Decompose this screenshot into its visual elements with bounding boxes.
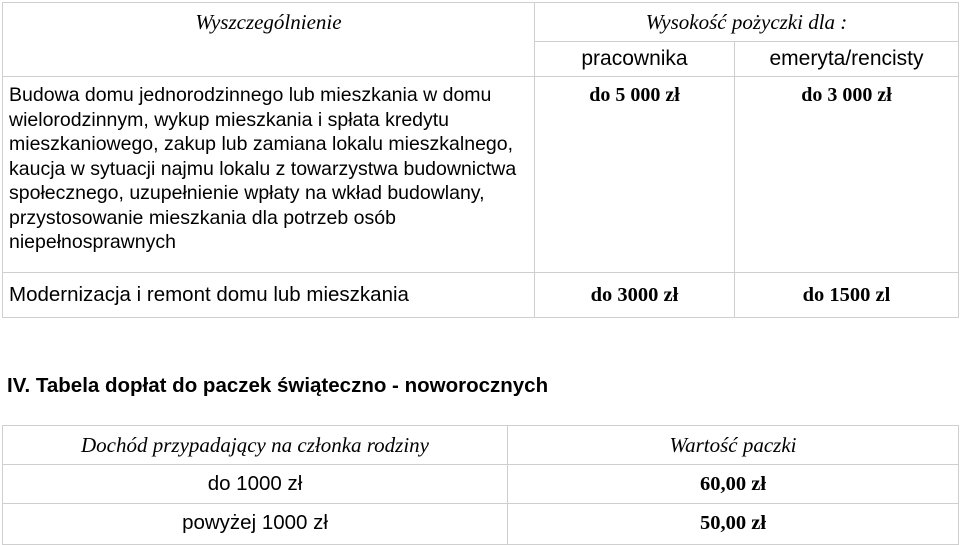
section-title: IV. Tabela dopłat do paczek świąteczno - noworocznych xyxy=(7,374,549,397)
col-retiree: emeryta/rencisty xyxy=(735,42,959,77)
header-amount: Wysokość pożyczki dla : xyxy=(535,3,959,42)
table-row xyxy=(3,465,959,504)
row-income: do 1000 zł xyxy=(3,465,508,504)
row-value: 60,00 zł xyxy=(508,465,959,504)
header-value: Wartość paczki xyxy=(508,426,959,465)
row-employee-amount: do 3000 zł xyxy=(535,273,735,318)
row-description: Budowa domu jednorodzinnego lub mieszkania w domu wielorodzinnym, wykup mieszkania i spłata kredytu mieszkaniowego, zakup lub zamiana lokalu mieszkalnego, kaucja w sytuacji najmu lokalu z towarzystwa budownictwa społecznego, uzupełnienie wpłaty na wkład budowlany, przystosowanie mieszkania dla potrzeb osób niepełnosprawnych xyxy=(3,77,535,273)
table-row xyxy=(3,504,959,545)
table-row xyxy=(3,273,959,318)
row-income: powyżej 1000 zł xyxy=(3,504,508,545)
row-description: Modernizacja i remont domu lub mieszkania xyxy=(3,273,535,318)
header-income: Dochód przypadający na członka rodziny xyxy=(3,426,508,465)
row-value: 50,00 zł xyxy=(508,504,959,545)
row-employee-amount: do 5 000 zł xyxy=(535,77,735,273)
row-retiree-amount: do 1500 zl xyxy=(735,273,959,318)
row-retiree-amount: do 3 000 zł xyxy=(735,77,959,273)
table-row xyxy=(3,77,959,273)
loan-table xyxy=(2,2,959,318)
col-employee: pracownika xyxy=(535,42,735,77)
header-item: Wyszczególnienie xyxy=(3,3,535,77)
package-table xyxy=(2,425,959,545)
